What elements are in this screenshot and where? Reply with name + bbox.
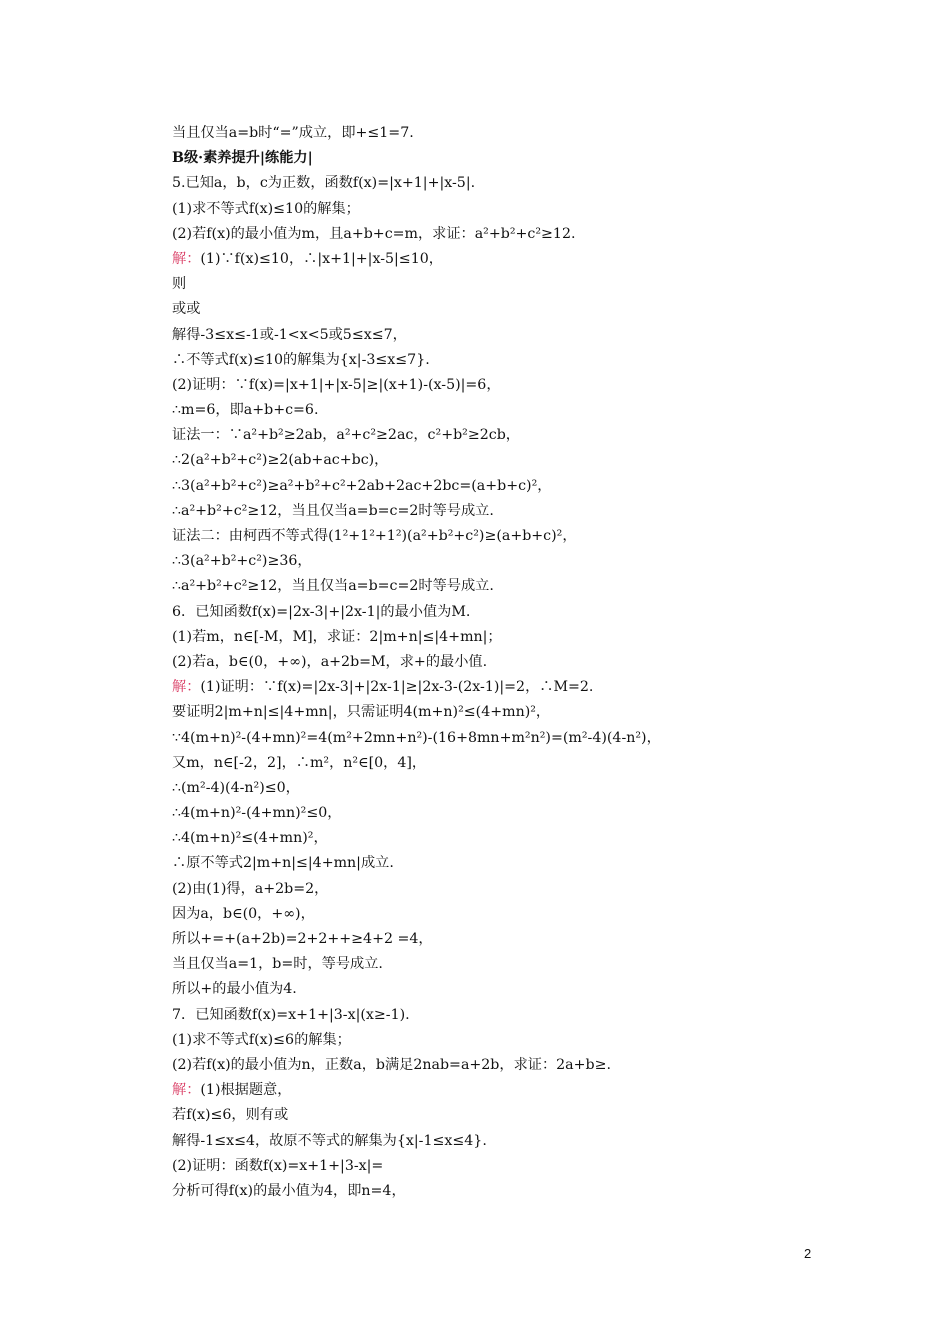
problem-5-q2: (2)若f(x)的最小值为m，且a+b+c=m，求证：a²+b²+c²≥12. [172,225,576,242]
solution-label: 解： [172,679,201,696]
solution-text: (1)∵f(x)≤10，∴|x+1|+|x-5|≤10， [200,250,443,267]
problem-6-stem: 6．已知函数f(x)=|2x-3|+|2x-1|的最小值为M. [172,603,471,620]
problem-7-q2: (2)若f(x)的最小值为n，正数a，b满足2nab=a+2b，求证：2a+b≥. [172,1056,611,1073]
solution-line: 若f(x)≤6，则有或 [172,1107,289,1124]
solution-label: 解： [172,250,201,267]
solution-line: 当且仅当a=1，b=时，等号成立. [172,956,383,973]
solution-line: ∴不等式f(x)≤10的解集为{x|-3≤x≤7}. [172,351,430,368]
problem-7-solution-start [172,1078,792,1103]
problem-5-solution-start [172,247,792,272]
solution-line: 所以+的最小值为4. [172,981,297,998]
problem-7-stem: 7．已知函数f(x)=x+1+|3-x|(x≥-1). [172,1006,410,1023]
problem-5 [172,171,792,599]
solution-line: ∴(m²-4)(4-n²)≤0， [172,779,300,796]
solution-line: 要证明2|m+n|≤|4+mn|，只需证明4(m+n)²≤(4+mn)²， [172,704,551,721]
solution-line: 因为a，b∈(0，+∞)， [172,905,315,922]
problem-5-q1: (1)求不等式f(x)≤10的解集； [172,200,360,217]
problem-5-stem: 5.已知a，b，c为正数，函数f(x)=|x+1|+|x-5|. [172,175,476,192]
solution-line: ∴3(a²+b²+c²)≥a²+b²+c²+2ab+2ac+2bc=(a+b+c)²， [172,477,552,494]
solution-line: 分析可得f(x)的最小值为4，即n=4， [172,1182,406,1199]
problem-7 [172,1003,792,1205]
solution-line: 或或 [172,301,201,318]
solution-line: ∴4(m+n)²-(4+mn)²≤0， [172,805,342,822]
solution-line: ∴4(m+n)²≤(4+mn)²， [172,830,328,847]
document-body [172,121,792,1204]
page-number: 2 [804,1246,812,1261]
problem-6 [172,600,792,1003]
problem-7-q1: (1)求不等式f(x)≤6的解集； [172,1031,351,1048]
solution-line: 证法二：由柯西不等式得(1²+1²+1²)(a²+b²+c²)≥(a+b+c)²， [172,528,577,544]
problem-6-solution-start [172,675,792,700]
intro-line: 当且仅当a=b时“=”成立，即+≤1=7. [172,125,414,141]
solution-text: (1)证明：∵f(x)=|2x-3|+|2x-1|≥|2x-3-(2x-1)|=2，∴M=2. [200,679,594,696]
solution-line: 又m，n∈[-2，2]，∴m²，n²∈[0，4]， [172,754,427,771]
solution-line: ∴2(a²+b²+c²)≥2(ab+ac+bc)， [172,452,389,469]
solution-line: (2)由(1)得，a+2b=2， [172,880,329,897]
solution-label: 解： [172,1082,201,1099]
solution-text: (1)根据题意， [200,1082,292,1099]
problem-6-q2: (2)若a，b∈(0，+∞)，a+2b=M，求+的最小值. [172,653,488,670]
solution-line: ∴原不等式2|m+n|≤|4+mn|成立. [172,855,394,872]
solution-line: ∴a²+b²+c²≥12，当且仅当a=b=c=2时等号成立. [172,502,494,519]
solution-line: (2)证明：函数f(x)=x+1+|3-x|= [172,1157,384,1174]
section-heading-b: B级·素养提升|练能力| [172,150,313,167]
solution-line: ∴m=6，即a+b+c=6. [172,402,319,419]
solution-line: 所以+=+(a+2b)=2+2++≥4+2 =4， [172,931,433,947]
solution-line: 解得-1≤x≤4，故原不等式的解集为{x|-1≤x≤4}. [172,1132,487,1149]
solution-line: 证法一：∵a²+b²≥2ab，a²+c²≥2ac，c²+b²≥2cb， [172,427,520,444]
solution-line: ∴a²+b²+c²≥12，当且仅当a=b=c=2时等号成立. [172,578,494,595]
solution-line: ∴3(a²+b²+c²)≥36， [172,553,312,570]
solution-line: 解得-3≤x≤-1或-1<x<5或5≤x≤7， [172,326,407,343]
solution-line: ∵4(m+n)²-(4+mn)²=4(m²+2mn+n²)-(16+8mn+m²n²)=(m²-4)(4-n²)， [172,729,661,746]
solution-line: 则 [172,276,187,293]
problem-6-q1: (1)若m，n∈[-M，M]，求证：2|m+n|≤|4+mn|； [172,628,502,645]
solution-line: (2)证明：∵f(x)=|x+1|+|x-5|≥|(x+1)-(x-5)|=6， [172,376,501,393]
